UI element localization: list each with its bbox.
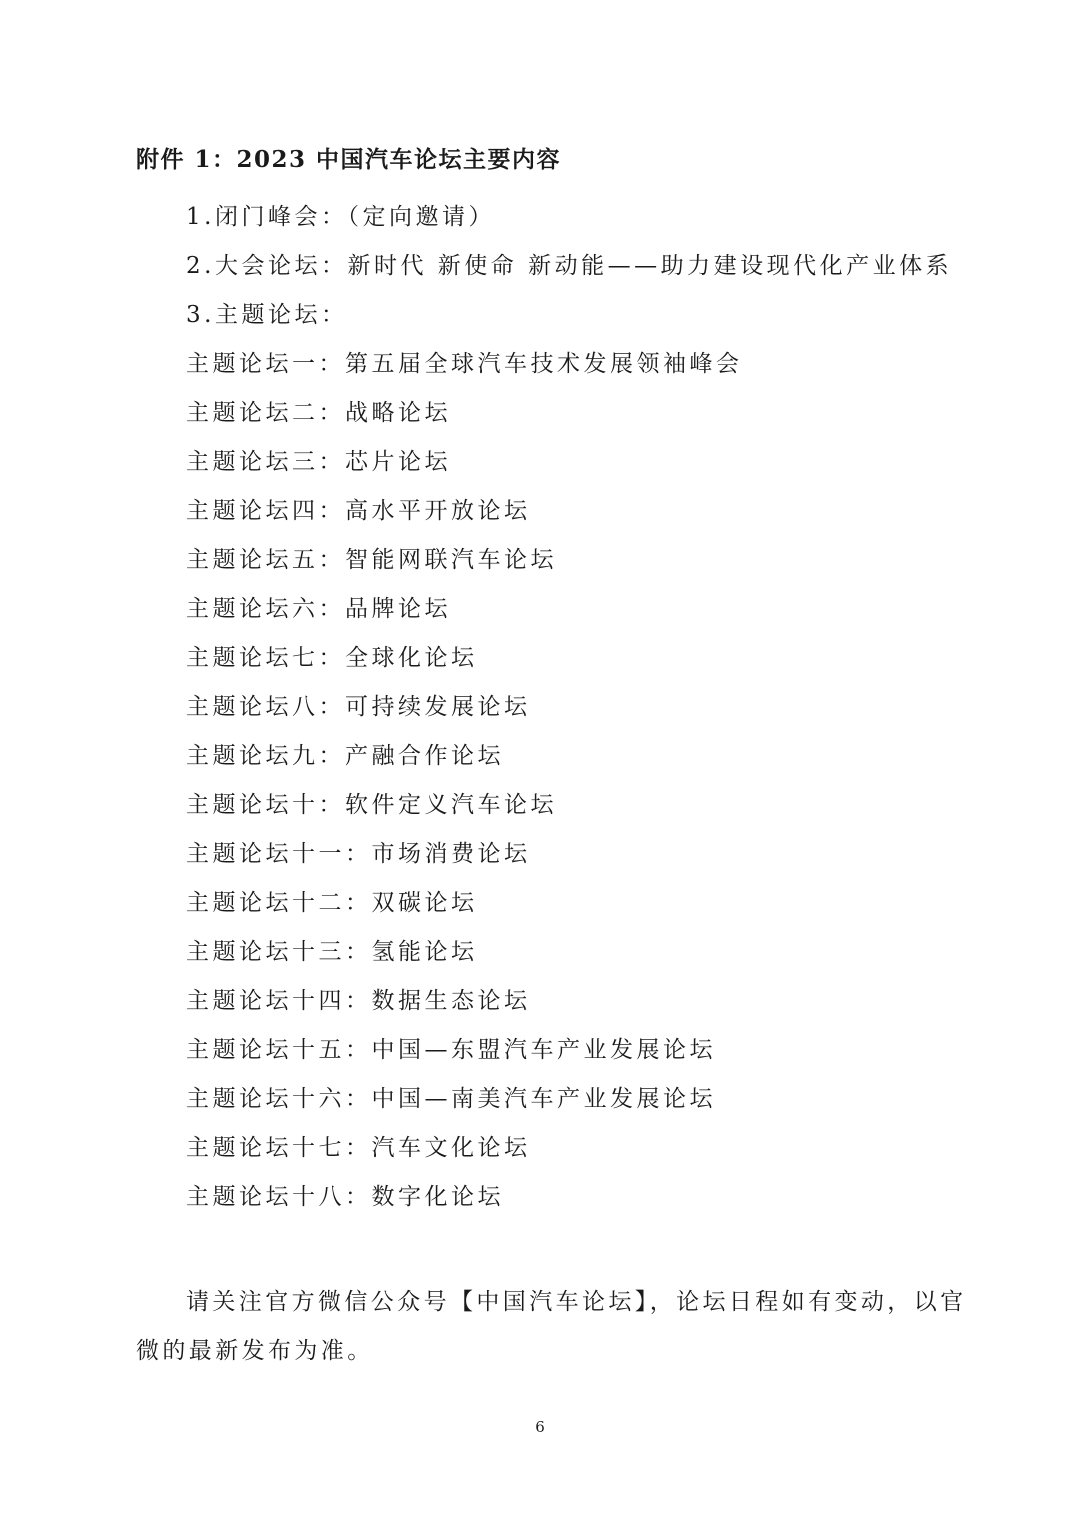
list-item: 主题论坛八：可持续发展论坛: [186, 694, 531, 720]
list-item: 主题论坛九：产融合作论坛: [186, 743, 504, 769]
list-item: 主题论坛二：战略论坛: [186, 400, 451, 426]
list-item: 主题论坛一：第五届全球汽车技术发展领袖峰会: [186, 351, 743, 377]
list-item: 主题论坛十七：汽车文化论坛: [186, 1135, 531, 1161]
list-item: 主题论坛十一：市场消费论坛: [186, 841, 531, 867]
list-item: 主题论坛十：软件定义汽车论坛: [186, 792, 557, 818]
list-item: 2.大会论坛：新时代 新使命 新动能——助力建设现代化产业体系: [186, 253, 953, 279]
list-item: 主题论坛十三：氢能论坛: [186, 939, 478, 965]
list-item: 主题论坛十四：数据生态论坛: [186, 988, 531, 1014]
notice-paragraph: [136, 1278, 967, 1376]
list-item: 主题论坛四：高水平开放论坛: [186, 498, 531, 524]
attachment-heading: 附件 1：2023 中国汽车论坛主要内容: [136, 146, 562, 173]
notice-line-1: 请关注官方微信公众号【中国汽车论坛】，论坛日程如有变动，以官: [186, 1289, 967, 1315]
list-item: 主题论坛七：全球化论坛: [186, 645, 478, 671]
list-item: 3.主题论坛：: [186, 302, 348, 328]
list-item: 主题论坛十五：中国—东盟汽车产业发展论坛: [186, 1037, 716, 1063]
list-item: 主题论坛六：品牌论坛: [186, 596, 451, 622]
list-item: 主题论坛十二：双碳论坛: [186, 890, 478, 916]
notice-line-2: 微的最新发布为准。: [136, 1338, 374, 1364]
page-number: 6: [535, 1418, 545, 1436]
list-item: 主题论坛十八：数字化论坛: [186, 1184, 504, 1210]
content-list: [186, 196, 952, 1225]
list-item: 主题论坛十六：中国—南美汽车产业发展论坛: [186, 1086, 716, 1112]
list-item: 主题论坛三：芯片论坛: [186, 449, 451, 475]
list-item: 1.闭门峰会：（定向邀请）: [186, 204, 495, 230]
list-item: 主题论坛五：智能网联汽车论坛: [186, 547, 557, 573]
